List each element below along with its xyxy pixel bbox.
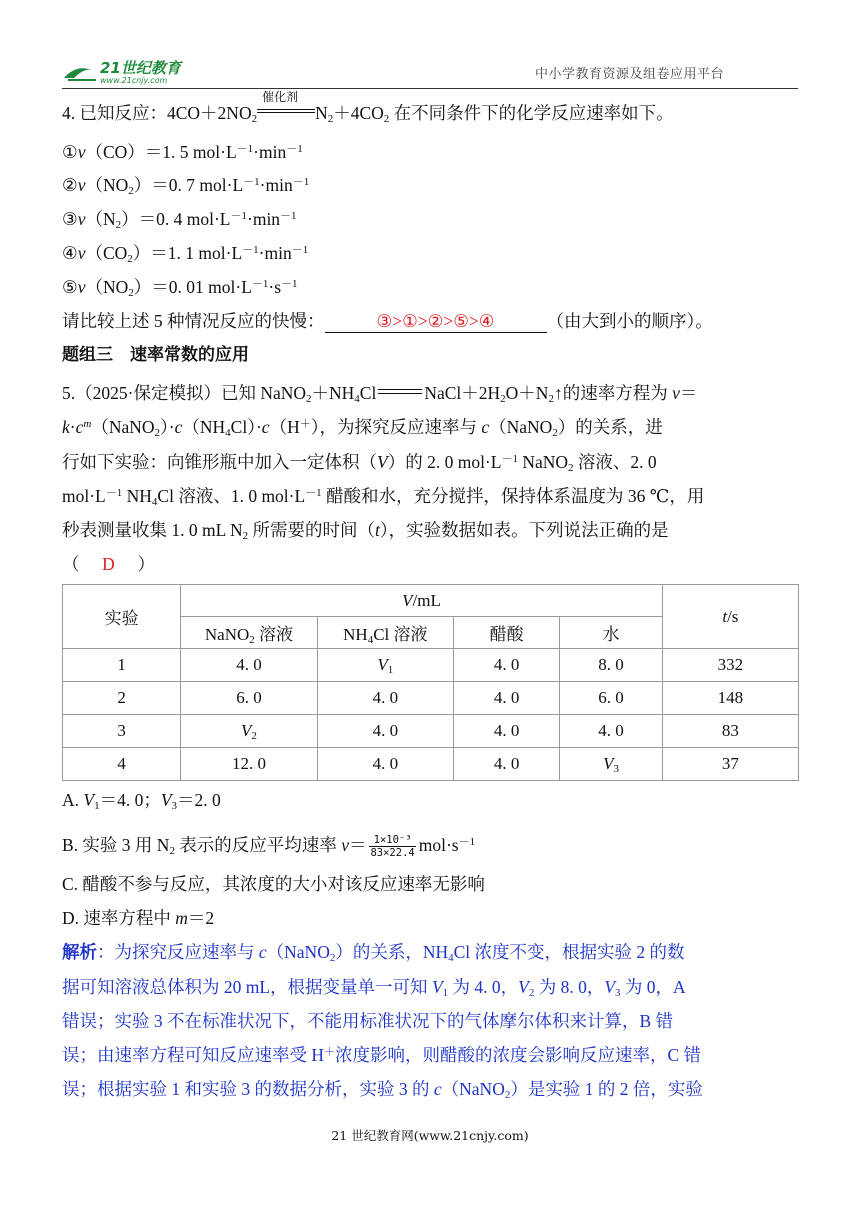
cell-nano2: 4. 0 [181,649,317,682]
rate-item-4: $④v(CO_2)=1$. 1 $mol\cdot L^{-1}\cdot\min^{-1}$ [62,243,309,265]
header-volume: V/mL [181,585,662,617]
svg-text:www.21cnjy.com: www.21cnjy.com [100,76,168,85]
option-c: C. 醋酸不参与反应，其浓度的大小对该反应速率无影响 [62,874,485,894]
header-nano2: NaNO$_2$ 溶液 [181,617,317,649]
table-row [63,649,799,682]
cell-acid: 4. 0 [454,748,560,781]
cell-water: 4. 0 [560,715,662,748]
cell-time: 148 [662,682,798,715]
q5-line-5: 秒表测量收集 1. 0 mL $N_2$ 所需要的时间（t），实验数据如表。下列说法正确的是 [62,520,669,542]
cell-time: 83 [662,715,798,748]
cell-nh4cl: 4. 0 [317,715,453,748]
cell-water: $V_3$ [560,748,662,781]
cell-nh4cl: 4. 0 [317,682,453,715]
option-a: A. $V_1=4$. 0；$V_3=2$. 0 [62,790,221,812]
option-b: B. 实验 3 用 $N_2$ 表示的反应平均速率 v＝ $\frac{\text{1×10⁻³}}{83\times 22.4}$ $mol\cdot s^{-1}$ [62,834,476,860]
q5-answer-line: （ D ） [62,551,155,577]
rate-item-2: $②v(NO_2)=0$. 7 $mol\cdot L^{-1}\cdot\min^{-1}$ [62,175,310,197]
cell-time: 37 [662,748,798,781]
option-d: D. 速率方程中 m＝2 [62,908,215,928]
rate-item-1: ①v（CO）＝1. 5 $mol\cdot L^{-1}\cdot\min^{-1}$ [62,142,303,162]
cell-acid: 4. 0 [454,649,560,682]
analysis-line-2: 据可知溶液总体积为 20 mL，根据变量单一可知 $V_1$ 为 4. 0，$V_2$ 为 8. 0，$V_3$ 为 0，A [62,977,686,999]
analysis-line-3: 错误；实验 3 不在标准状况下，不能用标准状况下的气体摩尔体积来计算，B 错 [62,1011,674,1031]
catalyst-label: 催化剂 [262,90,299,104]
cell-acid: 4. 0 [454,682,560,715]
cell-id: 2 [63,682,181,715]
header-time: t/s [662,585,798,649]
q4-compare: 请比较上述 5 种情况反应的快慢： ③>①>②>⑤>④ （由大到小的顺序）。 [62,311,713,331]
q4-stem: 4. 已知反应：$4CO+2NO_2$ 催化剂 $N_2+4CO_2$ 在不同条件下的化学反应速率如下。 [62,100,674,126]
table-row [63,748,799,781]
cell-nh4cl: 4. 0 [317,748,453,781]
analysis-line-4: 误；由速率方程可知反应速率受 H＋浓度影响，则醋酸的浓度会影响反应速率，C 错 [62,1045,702,1065]
rate-item-5: $⑤v(NO_2)=0$. 01 $mol\cdot L^{-1}\cdot s^{-1}$ [62,277,298,299]
q5-line-4: $mol\cdot L^{-1}$ $NH_4Cl$ 溶液、1. 0 $mol\cdot L^{-1}$ 醋酸和水，充分搅拌，保持体系温度为 36 ℃，用 [62,486,705,508]
header-experiment: 实验 [63,585,181,649]
cell-nano2: $V_2$ [181,715,317,748]
q5-line-2: $k\cdot c^m(NaNO_2)\cdot c(NH_4Cl)\cdot c(H^+)$，为探究反应速率与 c（NaNO$_2$）的关系，进 [62,417,663,439]
experiment-table [62,584,799,781]
svg-text:21世纪教育: 21世纪教育 [100,59,181,77]
cell-acid: 4. 0 [454,715,560,748]
cell-time: 332 [662,649,798,682]
table-row [63,682,799,715]
section-title: 题组三 速率常数的应用 [62,345,249,365]
brand-logo [62,58,222,86]
cell-water: 6. 0 [560,682,662,715]
cell-nano2: 6. 0 [181,682,317,715]
header-divider [62,88,798,89]
cell-id: 4 [63,748,181,781]
q5-answer: D [102,554,115,574]
cell-id: 3 [63,715,181,748]
cell-id: 1 [63,649,181,682]
q4-answer: ③>①>②>⑤>④ [325,310,547,333]
page-footer: 21 世纪教育网(www.21cnjy.com) [331,1128,529,1143]
cell-water: 8. 0 [560,649,662,682]
analysis-line-5: 误；根据实验 1 和实验 3 的数据分析，实验 3 的 c（NaNO$_2$）是实验 1 的 2 倍，实验 [62,1079,703,1101]
header-nh4cl: $NH_4Cl$ 溶液 [317,617,453,649]
header-platform-text: 中小学教育资源及组卷应用平台 [535,67,725,82]
cell-nh4cl: $V_1$ [317,649,453,682]
q5-line-3: 行如下实验：向锥形瓶中加入一定体积（V）的 2. 0 $mol\cdot L^{-1}$ NaNO$_2$ 溶液、2. 0 [62,452,657,474]
q5-line-1: 5.（2025·保定模拟）已知 $NaNO_2+NH_4Cl$ $NaCl+2H_2O+N_2↑$的速率方程为 v＝ [62,383,698,405]
analysis-label: 解析 [62,942,97,962]
catalyst-arrow [257,90,315,121]
table-row [63,715,799,748]
rate-item-3: $③v(N_2)=0$. 4 $mol\cdot L^{-1}\cdot\min^{-1}$ [62,209,297,231]
header-water: 水 [560,617,662,649]
cell-nano2: 12. 0 [181,748,317,781]
analysis-line-1: 解析：为探究反应速率与 c（NaNO$_2$）的关系，$NH_4Cl$ 浓度不变，根据实验 2 的数 [62,942,685,964]
fraction: $\frac{\text{1×10⁻³}}{83\times 22.4}$ [370,834,415,860]
header-acid: 醋酸 [454,617,560,649]
